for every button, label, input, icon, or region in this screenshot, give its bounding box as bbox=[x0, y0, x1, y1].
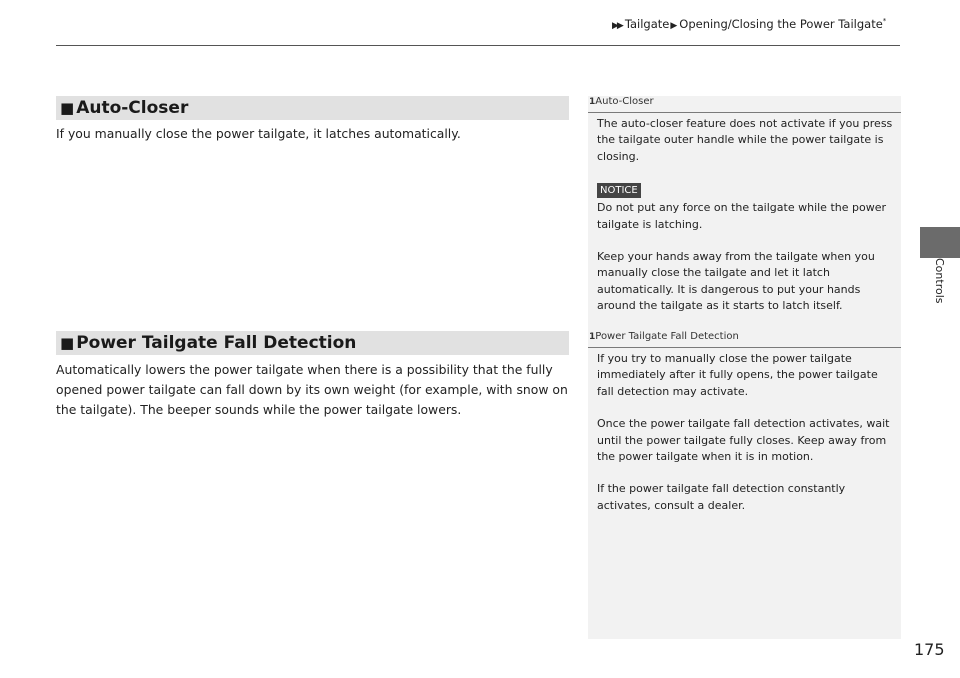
section-title-auto-closer bbox=[60, 96, 188, 120]
note-heading-fall-detection bbox=[588, 331, 901, 348]
note-body-fall-detection bbox=[597, 351, 893, 514]
breadcrumb-item-opening-closing[interactable]: Opening/Closing the Power Tailgate bbox=[679, 17, 883, 31]
section-body-fall-detection: Automatically lowers the power tailgate when there is a possibility that the fully opened power tailgate can fall down by its own weight (for example, with snow on the tailgate). The beeper sounds while the power tailgate lowers. bbox=[56, 362, 568, 417]
note-paragraph: Once the power tailgate fall detection activates, wait until the power tailgate fully closes. Keep away from the power tailgate when it is in motion. bbox=[597, 417, 890, 464]
note-paragraph: If the power tailgate fall detection constantly activates, consult a dealer. bbox=[597, 482, 846, 512]
page-number: 175 bbox=[914, 640, 945, 659]
section-body-auto-closer: If you manually close the power tailgate, it latches automatically. bbox=[56, 126, 461, 141]
notice-badge: NOTICE bbox=[597, 183, 641, 198]
breadcrumb-asterisk: * bbox=[882, 17, 887, 26]
note-body-auto-closer bbox=[597, 116, 893, 315]
section-title-fall-detection bbox=[60, 331, 356, 355]
breadcrumb-arrow-icon: ▶ bbox=[670, 21, 678, 31]
notice-paragraph: Do not put any force on the tailgate while the power tailgate is latching. bbox=[597, 201, 886, 231]
square-bullet-icon: ■ bbox=[60, 99, 75, 117]
note-ref-icon: 1 bbox=[589, 97, 596, 107]
note-paragraph: The auto-closer feature does not activate if you press the tailgate outer handle while the power tailgate is closing. bbox=[597, 117, 893, 163]
note-heading-auto-closer bbox=[588, 96, 901, 113]
section-title-text: Auto-Closer bbox=[76, 98, 189, 118]
note-title: Power Tailgate Fall Detection bbox=[595, 331, 739, 342]
section-title-text: Power Tailgate Fall Detection bbox=[76, 333, 357, 353]
header-rule bbox=[56, 45, 900, 46]
notice-paragraph: Keep your hands away from the tailgate when you manually close the tailgate and let it latch automatically. It is dangerous to put your hands around the tailgate as it starts to latch itself. bbox=[597, 250, 875, 313]
chapter-tab-label[interactable]: Controls bbox=[933, 258, 946, 304]
note-ref-icon: 1 bbox=[589, 332, 596, 342]
breadcrumb-item-tailgate[interactable]: Tailgate bbox=[624, 17, 670, 31]
note-paragraph: If you try to manually close the power tailgate immediately after it fully opens, the power tailgate fall detection may activate. bbox=[597, 352, 878, 398]
chapter-tab[interactable] bbox=[920, 227, 960, 258]
breadcrumb-arrow-icon: ▶▶ bbox=[612, 21, 622, 31]
breadcrumb bbox=[612, 17, 886, 31]
square-bullet-icon: ■ bbox=[60, 334, 75, 352]
note-title: Auto-Closer bbox=[595, 96, 654, 107]
